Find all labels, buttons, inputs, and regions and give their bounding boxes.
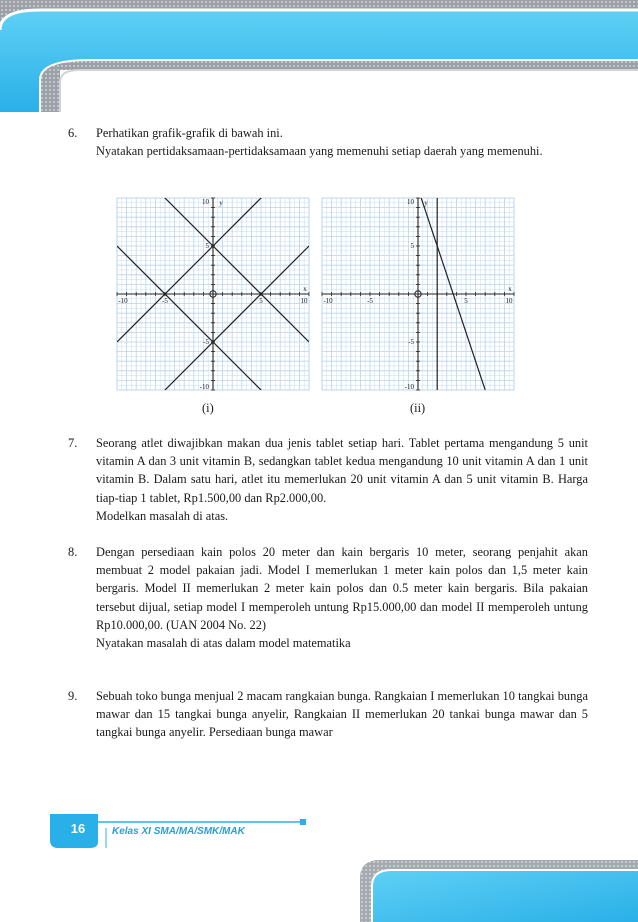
graph-i-tick-label-x: -5: [162, 297, 168, 305]
graph-ii-tick-label-x: 5: [464, 297, 468, 305]
graph-i: [113, 194, 313, 394]
graph-i-tick-label-y: 5: [205, 242, 209, 250]
question-text: Perhatikan grafik-grafik di bawah ini.: [96, 126, 283, 140]
question-instruction: Modelkan masalah di atas.: [96, 508, 229, 523]
header-decoration: [0, 0, 638, 112]
graph-i-y-label: y: [219, 199, 223, 207]
graph-ii-tick-label-x: -5: [367, 297, 373, 305]
graph-ii-x-label: x: [508, 285, 512, 293]
question-number: 6.: [68, 126, 78, 140]
graph-i-x-label: x: [303, 285, 307, 293]
graph-ii: [318, 194, 518, 394]
graph-ii-tick-label-y: -10: [404, 383, 414, 391]
graph-ii-tick-label-x: -10: [323, 297, 333, 305]
graph-i-tick-label-y: -10: [199, 383, 209, 391]
graph-caption-ii: (ii): [410, 401, 426, 415]
graph-i-tick-label-x: -10: [118, 297, 128, 305]
graph-i-tick-label-x: 10: [300, 297, 308, 305]
graph-ii-tick-label-y: 10: [407, 198, 414, 206]
graph-i-tick-label-y: -5: [203, 338, 209, 346]
book-title: Kelas XI SMA/MA/SMK/MAK: [112, 826, 245, 837]
question-number: 8.: [68, 545, 78, 559]
question-8: [68, 543, 588, 652]
question-number: 9.: [68, 689, 78, 703]
question-7: [68, 434, 588, 525]
question-text: Nyatakan pertidaksamaan-pertidaksamaan yang memenuhi setiap daerah yang memenuhi.: [96, 144, 543, 159]
graph-ii-y-label: y: [424, 199, 428, 207]
page-number: 16: [70, 821, 86, 836]
question-instruction: Nyatakan masalah di atas dalam model matematika: [96, 636, 351, 651]
question-9: [68, 687, 588, 742]
question-text: Dengan persediaan kain polos 20 meter dan kain bergaris 10 meter, seorang penjahit akan membuat 2 model pakaian jadi. Model I memerlukan 1 meter kain polos dan 1,5 meter kain bergaris. Model II memerlukan 2 meter kain polos dan 0.5 meter kain bergaris. Bila pakaian tersebut dijual, setiap model I memperoleh untung Rp15.000,00 dan model II memperoleh untung Rp10.000,00. (UAN 2004 No. 22): [96, 545, 588, 632]
graph-caption-i: (i): [202, 401, 214, 415]
graph-ii-tick-label-y: -5: [408, 338, 414, 346]
question-text: Sebuah toko bunga menjual 2 macam rangkaian bunga. Rangkaian I memerlukan 10 tangkai bunga mawar dan 15 tangkai bunga anyelir, Rangkaian II memerlukan 20 tankai bunga mawar dan 5 tangkai bunga anyelir. Persediaan bunga mawar: [96, 689, 588, 740]
question-text: Seorang atlet diwajibkan makan dua jenis tablet setiap hari. Tablet pertama mengandung 5 unit vitamin A dan 3 unit vitamin B, sedangkan tablet kedua mengandung 10 unit vitamin A dan 1 unit vitamin B. Dalam satu hari, atlet itu memerlukan 20 unit vitamin A dan 5 unit vitamin B. Harga tiap-tiap 1 tablet, Rp1.500,00 dan Rp2.000,00.: [96, 436, 588, 505]
question-number: 7.: [68, 436, 78, 450]
question-6: [68, 124, 560, 160]
graph-ii-tick-label-x: 10: [505, 297, 513, 305]
graph-ii-tick-label-y: 5: [410, 242, 414, 250]
graph-i-tick-label-y: 10: [202, 198, 209, 206]
graph-i-tick-label-x: 5: [259, 297, 263, 305]
